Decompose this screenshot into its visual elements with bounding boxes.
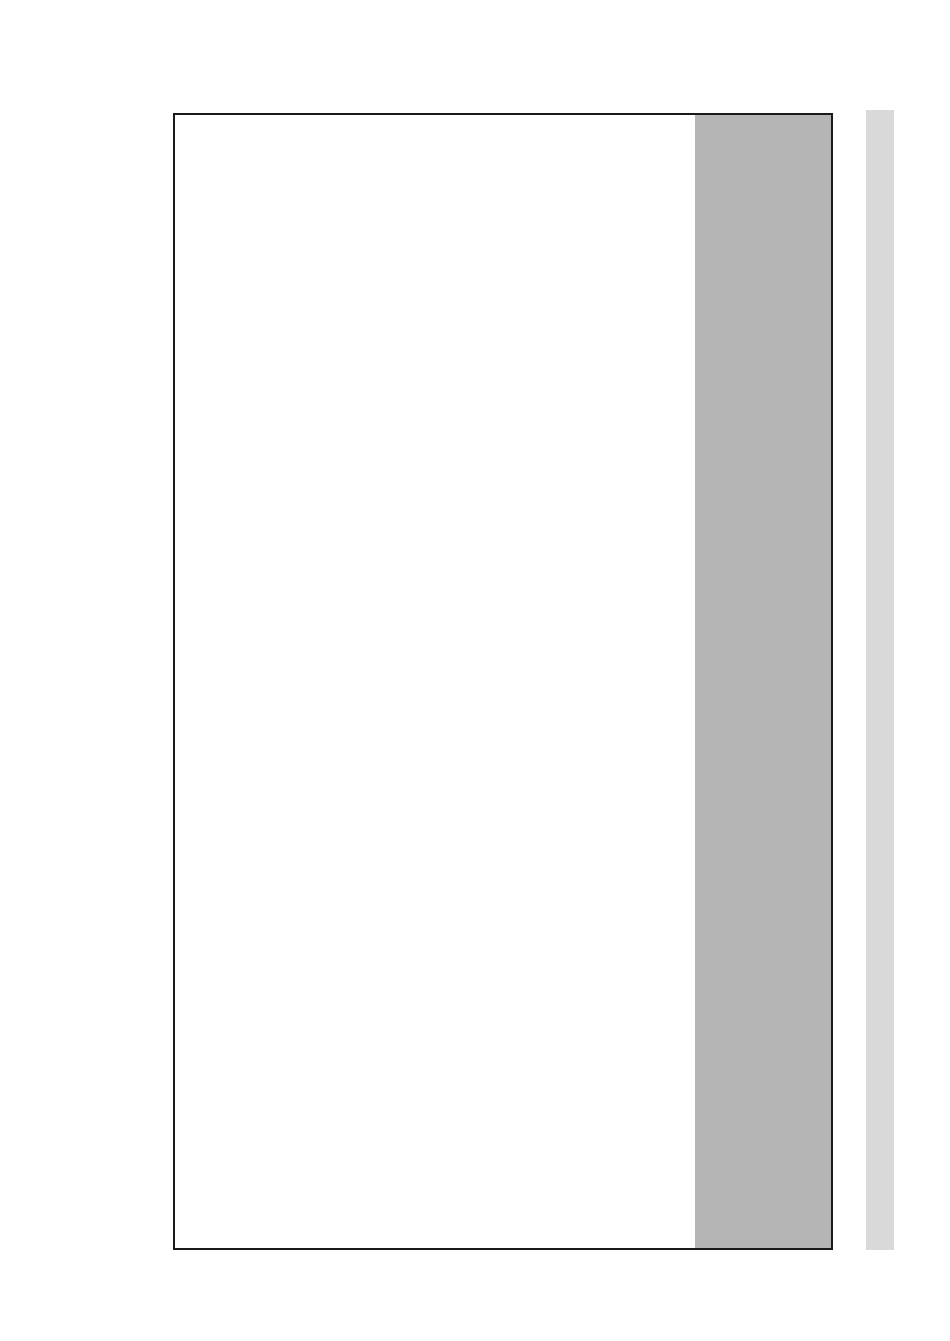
title-bar — [866, 110, 894, 1250]
program-table — [173, 113, 833, 1250]
table-header — [695, 115, 831, 1248]
